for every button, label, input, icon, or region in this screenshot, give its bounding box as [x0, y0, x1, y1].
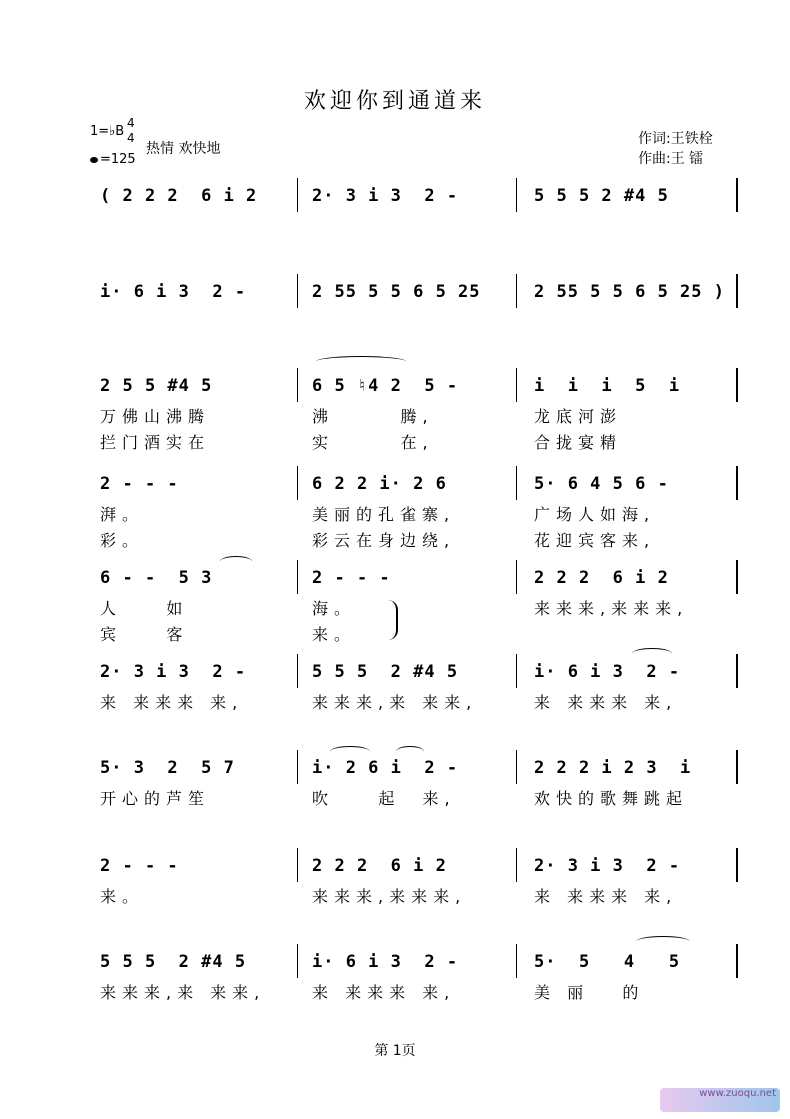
time-signature [127, 116, 135, 146]
time-bottom: 4 [127, 131, 135, 145]
lyric-line: 龙底河澎 [534, 407, 623, 426]
measure-notes: 2 55 5 5 6 5 25 ) [534, 282, 725, 302]
measure-notes: 2 - - - [100, 474, 179, 494]
measure-notes: ( 2 2 2 6 i 2 [100, 186, 258, 206]
measure-notes: 2 2 2 6 i 2 [534, 568, 669, 588]
lyric-line: 彩云在身边绕, [312, 531, 456, 550]
watermark-logo [660, 1088, 780, 1112]
measure-notes: i i i 5 i [534, 376, 681, 396]
lyric-line: 实 在, [312, 433, 434, 452]
lyric-line: 花迎宾客来, [534, 531, 656, 550]
lyric-line: 来来来,来来来, [534, 599, 689, 618]
measure-notes: 6 - - 5 3 [100, 568, 213, 588]
measure-notes: 2 2 2 6 i 2 [312, 856, 447, 876]
barline [516, 178, 517, 212]
barline [736, 560, 738, 594]
key-label: 1=♭B [90, 124, 125, 139]
barline [297, 178, 298, 212]
lyric-line: 广场人如海, [534, 505, 656, 524]
lyric-line: 来。 [100, 887, 145, 906]
barline [516, 750, 517, 784]
key-signature [90, 116, 135, 145]
barline [736, 654, 738, 688]
slur-icon [396, 746, 424, 757]
measure-notes: i· 2 6 i 2 - [312, 758, 459, 778]
lyric-line: 来 来来来 来, [534, 693, 678, 712]
lyric-line: 拦门酒实在 [100, 433, 211, 452]
measure-notes: 5· 3 2 5 7 [100, 758, 235, 778]
quarter-note-icon [90, 157, 98, 163]
barline [516, 944, 517, 978]
barline [297, 560, 298, 594]
lyric-line: 欢快的歌舞跳起 [534, 789, 689, 808]
barline [736, 848, 738, 882]
lyric-line: 来来来,来 来来, [312, 693, 478, 712]
brace-icon [386, 600, 398, 640]
lyric-line: 湃。 [100, 505, 145, 524]
lyric-line: 来来来,来 来来, [100, 983, 266, 1002]
lyric-line: 彩。 [100, 531, 145, 550]
measure-notes: 5 5 5 2 #4 5 [534, 186, 669, 206]
measure-notes: 5· 6 4 5 6 - [534, 474, 669, 494]
measure-notes: i· 6 i 3 2 - [100, 282, 247, 302]
expression-mark: 热情 欢快地 [146, 141, 221, 157]
lyric-line: 来。 [312, 625, 357, 644]
lyric-line: 吹 起 来, [312, 789, 456, 808]
measure-notes: 2 55 5 5 6 5 25 [312, 282, 481, 302]
measure-notes: 2· 3 i 3 2 - [312, 186, 459, 206]
measure-notes: 2· 3 i 3 2 - [534, 856, 681, 876]
measure-notes: 2 5 5 #4 5 [100, 376, 213, 396]
barline [736, 368, 738, 402]
barline [516, 466, 517, 500]
lyric-line: 开心的芦笙 [100, 789, 211, 808]
barline [297, 466, 298, 500]
measure-notes: 5 5 5 2 #4 5 [100, 952, 247, 972]
lyric-line: 人 如 [100, 599, 189, 618]
measure-notes: 6 2 2 i· 2 6 [312, 474, 447, 494]
time-top: 4 [127, 116, 135, 130]
tempo-value: =125 [100, 152, 136, 167]
barline [297, 750, 298, 784]
page-number: 第 1页 [374, 1043, 416, 1059]
tempo-mark [90, 152, 136, 167]
lyric-line: 来来来,来来来, [312, 887, 467, 906]
slur-icon [636, 936, 690, 947]
slur-icon [330, 746, 370, 757]
barline [736, 274, 738, 308]
lyric-line: 沸 腾, [312, 407, 434, 426]
barline [297, 944, 298, 978]
lyric-line: 海。 [312, 599, 357, 618]
measure-notes: 2 2 2 i 2 3 i [534, 758, 692, 778]
measure-notes: i· 6 i 3 2 - [312, 952, 459, 972]
composer: 作曲:王 镭 [638, 151, 704, 167]
lyricist: 作词:王铁栓 [638, 131, 713, 147]
song-title: 欢迎你到通道来 [303, 89, 486, 114]
lyric-line: 来 来来来 来, [100, 693, 244, 712]
measure-notes: i· 6 i 3 2 - [534, 662, 681, 682]
lyric-line: 来 来来来 来, [534, 887, 678, 906]
lyric-line: 美丽的孔雀寨, [312, 505, 456, 524]
measure-notes: 2 - - - [100, 856, 179, 876]
lyric-line: 来 来来来 来, [312, 983, 456, 1002]
barline [297, 654, 298, 688]
lyric-line: 宾 客 [100, 625, 189, 644]
barline [736, 178, 738, 212]
measure-notes: 5 5 5 2 #4 5 [312, 662, 459, 682]
measure-notes: 2 - - - [312, 568, 391, 588]
slur-icon [220, 556, 252, 567]
watermark-text: www.zuoqu.net [699, 1088, 776, 1099]
barline [297, 274, 298, 308]
barline [516, 274, 517, 308]
measure-notes: 2· 3 i 3 2 - [100, 662, 247, 682]
barline [516, 368, 517, 402]
barline [516, 560, 517, 594]
measure-notes: 6 5 ♮4 2 5 - [312, 376, 459, 396]
barline [736, 944, 738, 978]
barline [736, 466, 738, 500]
barline [516, 654, 517, 688]
lyric-line: 美 丽 的 [534, 983, 645, 1002]
lyric-line: 万佛山沸腾 [100, 407, 211, 426]
measure-notes: 5· 5 4 5 [534, 952, 681, 972]
slur-icon [632, 648, 672, 659]
barline [297, 848, 298, 882]
lyric-line: 合拢宴精 [534, 433, 623, 452]
slur-icon [316, 356, 406, 367]
barline [736, 750, 738, 784]
barline [516, 848, 517, 882]
barline [297, 368, 298, 402]
